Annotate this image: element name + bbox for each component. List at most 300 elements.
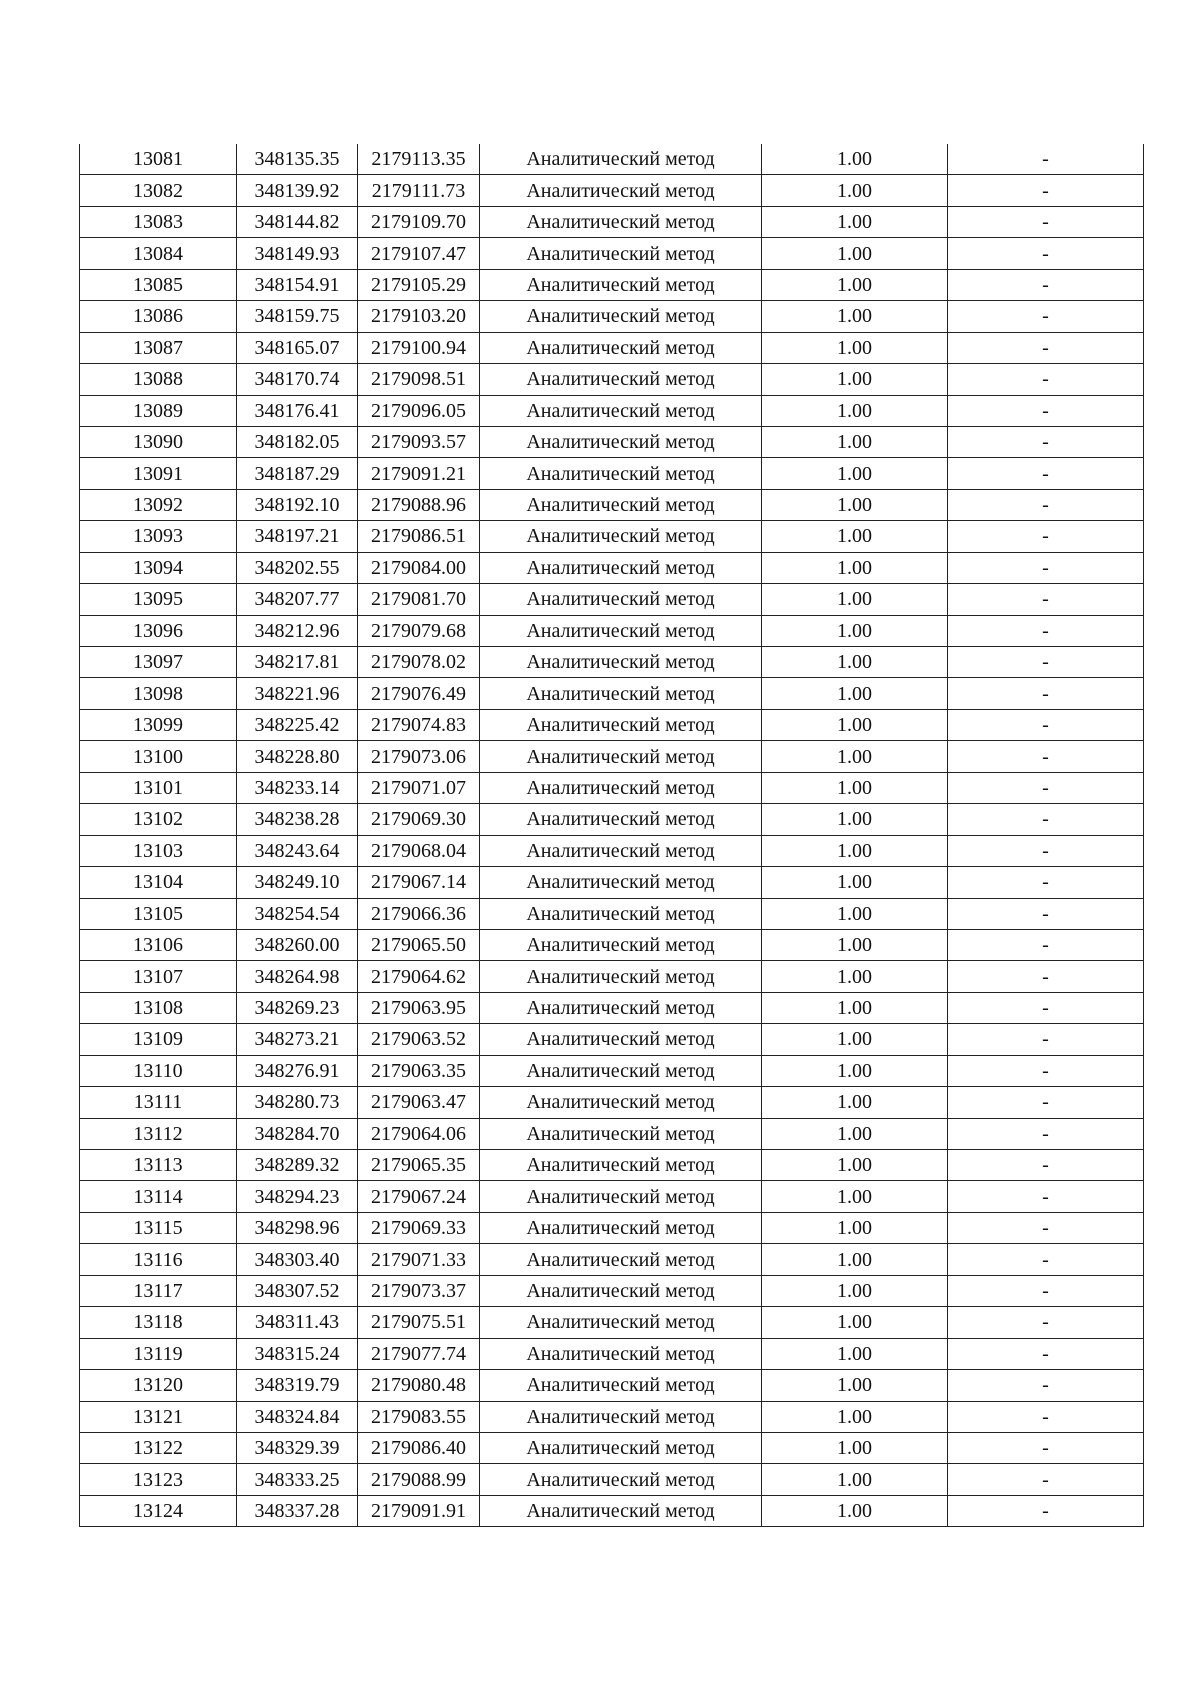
table-row [80,867,1144,898]
method-cell: Аналитический метод [480,1244,762,1275]
accuracy-cell: 1.00 [762,1275,948,1306]
x-coordinate-cell: 348192.10 [237,489,358,520]
accuracy-cell: 1.00 [762,144,948,175]
y-coordinate-cell: 2179086.40 [358,1432,480,1463]
description-cell: - [948,458,1144,489]
point-number-cell: 13100 [80,741,237,772]
description-cell: - [948,1118,1144,1149]
description-cell: - [948,1181,1144,1212]
table-row [80,521,1144,552]
description-cell: - [948,1370,1144,1401]
y-coordinate-cell: 2179065.50 [358,929,480,960]
point-number-cell: 13118 [80,1307,237,1338]
description-cell: - [948,678,1144,709]
method-cell: Аналитический метод [480,144,762,175]
description-cell: - [948,552,1144,583]
x-coordinate-cell: 348135.35 [237,144,358,175]
description-cell: - [948,238,1144,269]
x-coordinate-cell: 348176.41 [237,395,358,426]
method-cell: Аналитический метод [480,1118,762,1149]
point-number-cell: 13117 [80,1275,237,1306]
method-cell: Аналитический метод [480,238,762,269]
y-coordinate-cell: 2179081.70 [358,584,480,615]
table-row [80,364,1144,395]
point-number-cell: 13082 [80,175,237,206]
accuracy-cell: 1.00 [762,929,948,960]
y-coordinate-cell: 2179086.51 [358,521,480,552]
point-number-cell: 13110 [80,1055,237,1086]
accuracy-cell: 1.00 [762,1055,948,1086]
y-coordinate-cell: 2179071.33 [358,1244,480,1275]
y-coordinate-cell: 2179075.51 [358,1307,480,1338]
x-coordinate-cell: 348197.21 [237,521,358,552]
y-coordinate-cell: 2179088.99 [358,1464,480,1495]
accuracy-cell: 1.00 [762,1401,948,1432]
x-coordinate-cell: 348187.29 [237,458,358,489]
accuracy-cell: 1.00 [762,458,948,489]
method-cell: Аналитический метод [480,1401,762,1432]
point-number-cell: 13104 [80,867,237,898]
point-number-cell: 13090 [80,426,237,457]
x-coordinate-cell: 348238.28 [237,804,358,835]
y-coordinate-cell: 2179105.29 [358,269,480,300]
description-cell: - [948,835,1144,866]
x-coordinate-cell: 348243.64 [237,835,358,866]
table-row [80,1181,1144,1212]
x-coordinate-cell: 348276.91 [237,1055,358,1086]
table-row [80,1118,1144,1149]
x-coordinate-cell: 348182.05 [237,426,358,457]
method-cell: Аналитический метод [480,1150,762,1181]
y-coordinate-cell: 2179076.49 [358,678,480,709]
table-row [80,709,1144,740]
table-row [80,144,1144,175]
point-number-cell: 13107 [80,961,237,992]
accuracy-cell: 1.00 [762,992,948,1023]
description-cell: - [948,961,1144,992]
description-cell: - [948,1024,1144,1055]
x-coordinate-cell: 348233.14 [237,772,358,803]
point-number-cell: 13123 [80,1464,237,1495]
coordinates-table [79,144,1144,1527]
accuracy-cell: 1.00 [762,772,948,803]
y-coordinate-cell: 2179067.14 [358,867,480,898]
point-number-cell: 13106 [80,929,237,960]
method-cell: Аналитический метод [480,835,762,866]
accuracy-cell: 1.00 [762,1495,948,1526]
description-cell: - [948,1212,1144,1243]
description-cell: - [948,364,1144,395]
accuracy-cell: 1.00 [762,1370,948,1401]
method-cell: Аналитический метод [480,552,762,583]
table-row [80,1055,1144,1086]
point-number-cell: 13093 [80,521,237,552]
description-cell: - [948,1275,1144,1306]
description-cell: - [948,301,1144,332]
accuracy-cell: 1.00 [762,835,948,866]
point-number-cell: 13105 [80,898,237,929]
table-row [80,1307,1144,1338]
method-cell: Аналитический метод [480,1275,762,1306]
y-coordinate-cell: 2179091.91 [358,1495,480,1526]
point-number-cell: 13091 [80,458,237,489]
point-number-cell: 13103 [80,835,237,866]
accuracy-cell: 1.00 [762,395,948,426]
point-number-cell: 13097 [80,647,237,678]
method-cell: Аналитический метод [480,584,762,615]
description-cell: - [948,1055,1144,1086]
description-cell: - [948,1150,1144,1181]
accuracy-cell: 1.00 [762,647,948,678]
description-cell: - [948,144,1144,175]
description-cell: - [948,269,1144,300]
table-row [80,1432,1144,1463]
table-row [80,1370,1144,1401]
y-coordinate-cell: 2179065.35 [358,1150,480,1181]
method-cell: Аналитический метод [480,1338,762,1369]
point-number-cell: 13081 [80,144,237,175]
description-cell: - [948,1464,1144,1495]
table-row [80,647,1144,678]
description-cell: - [948,867,1144,898]
x-coordinate-cell: 348228.80 [237,741,358,772]
table-row [80,804,1144,835]
table-row [80,898,1144,929]
table-row [80,1401,1144,1432]
x-coordinate-cell: 348225.42 [237,709,358,740]
y-coordinate-cell: 2179064.06 [358,1118,480,1149]
accuracy-cell: 1.00 [762,301,948,332]
x-coordinate-cell: 348221.96 [237,678,358,709]
point-number-cell: 13113 [80,1150,237,1181]
method-cell: Аналитический метод [480,1370,762,1401]
table-row [80,1150,1144,1181]
method-cell: Аналитический метод [480,615,762,646]
x-coordinate-cell: 348280.73 [237,1087,358,1118]
description-cell: - [948,395,1144,426]
table-row [80,961,1144,992]
accuracy-cell: 1.00 [762,678,948,709]
point-number-cell: 13114 [80,1181,237,1212]
x-coordinate-cell: 348249.10 [237,867,358,898]
method-cell: Аналитический метод [480,867,762,898]
table-row [80,301,1144,332]
method-cell: Аналитический метод [480,364,762,395]
x-coordinate-cell: 348289.32 [237,1150,358,1181]
accuracy-cell: 1.00 [762,269,948,300]
description-cell: - [948,521,1144,552]
point-number-cell: 13116 [80,1244,237,1275]
x-coordinate-cell: 348284.70 [237,1118,358,1149]
y-coordinate-cell: 2179074.83 [358,709,480,740]
y-coordinate-cell: 2179091.21 [358,458,480,489]
accuracy-cell: 1.00 [762,709,948,740]
point-number-cell: 13119 [80,1338,237,1369]
x-coordinate-cell: 348269.23 [237,992,358,1023]
table-row [80,458,1144,489]
point-number-cell: 13112 [80,1118,237,1149]
description-cell: - [948,1244,1144,1275]
accuracy-cell: 1.00 [762,332,948,363]
accuracy-cell: 1.00 [762,1150,948,1181]
accuracy-cell: 1.00 [762,175,948,206]
point-number-cell: 13084 [80,238,237,269]
accuracy-cell: 1.00 [762,1338,948,1369]
y-coordinate-cell: 2179093.57 [358,426,480,457]
description-cell: - [948,332,1144,363]
table-row [80,1464,1144,1495]
x-coordinate-cell: 348303.40 [237,1244,358,1275]
point-number-cell: 13098 [80,678,237,709]
point-number-cell: 13120 [80,1370,237,1401]
y-coordinate-cell: 2179066.36 [358,898,480,929]
x-coordinate-cell: 348315.24 [237,1338,358,1369]
description-cell: - [948,992,1144,1023]
point-number-cell: 13122 [80,1432,237,1463]
table-row [80,1024,1144,1055]
accuracy-cell: 1.00 [762,206,948,237]
y-coordinate-cell: 2179098.51 [358,364,480,395]
description-cell: - [948,1307,1144,1338]
y-coordinate-cell: 2179078.02 [358,647,480,678]
x-coordinate-cell: 348207.77 [237,584,358,615]
y-coordinate-cell: 2179073.37 [358,1275,480,1306]
description-cell: - [948,647,1144,678]
x-coordinate-cell: 348202.55 [237,552,358,583]
accuracy-cell: 1.00 [762,741,948,772]
accuracy-cell: 1.00 [762,1087,948,1118]
x-coordinate-cell: 348154.91 [237,269,358,300]
table-row [80,615,1144,646]
method-cell: Аналитический метод [480,332,762,363]
x-coordinate-cell: 348170.74 [237,364,358,395]
table-row [80,238,1144,269]
y-coordinate-cell: 2179063.47 [358,1087,480,1118]
x-coordinate-cell: 348217.81 [237,647,358,678]
description-cell: - [948,804,1144,835]
y-coordinate-cell: 2179063.95 [358,992,480,1023]
x-coordinate-cell: 348254.54 [237,898,358,929]
method-cell: Аналитический метод [480,175,762,206]
table-row [80,175,1144,206]
method-cell: Аналитический метод [480,1307,762,1338]
table-row [80,489,1144,520]
table-row [80,1212,1144,1243]
y-coordinate-cell: 2179083.55 [358,1401,480,1432]
method-cell: Аналитический метод [480,1087,762,1118]
point-number-cell: 13121 [80,1401,237,1432]
y-coordinate-cell: 2179069.33 [358,1212,480,1243]
point-number-cell: 13111 [80,1087,237,1118]
point-number-cell: 13109 [80,1024,237,1055]
accuracy-cell: 1.00 [762,426,948,457]
table-row [80,678,1144,709]
method-cell: Аналитический метод [480,898,762,929]
y-coordinate-cell: 2179073.06 [358,741,480,772]
x-coordinate-cell: 348329.39 [237,1432,358,1463]
method-cell: Аналитический метод [480,1024,762,1055]
point-number-cell: 13092 [80,489,237,520]
table-row [80,1275,1144,1306]
method-cell: Аналитический метод [480,741,762,772]
y-coordinate-cell: 2179071.07 [358,772,480,803]
description-cell: - [948,615,1144,646]
table-row [80,1087,1144,1118]
description-cell: - [948,1432,1144,1463]
x-coordinate-cell: 348307.52 [237,1275,358,1306]
accuracy-cell: 1.00 [762,1244,948,1275]
point-number-cell: 13095 [80,584,237,615]
accuracy-cell: 1.00 [762,867,948,898]
table-row [80,992,1144,1023]
accuracy-cell: 1.00 [762,1024,948,1055]
method-cell: Аналитический метод [480,1181,762,1212]
method-cell: Аналитический метод [480,521,762,552]
y-coordinate-cell: 2179084.00 [358,552,480,583]
accuracy-cell: 1.00 [762,961,948,992]
method-cell: Аналитический метод [480,395,762,426]
y-coordinate-cell: 2179064.62 [358,961,480,992]
x-coordinate-cell: 348324.84 [237,1401,358,1432]
x-coordinate-cell: 348212.96 [237,615,358,646]
point-number-cell: 13083 [80,206,237,237]
point-number-cell: 13085 [80,269,237,300]
method-cell: Аналитический метод [480,458,762,489]
method-cell: Аналитический метод [480,1464,762,1495]
description-cell: - [948,1338,1144,1369]
x-coordinate-cell: 348298.96 [237,1212,358,1243]
method-cell: Аналитический метод [480,804,762,835]
description-cell: - [948,489,1144,520]
point-number-cell: 13099 [80,709,237,740]
x-coordinate-cell: 348319.79 [237,1370,358,1401]
method-cell: Аналитический метод [480,678,762,709]
method-cell: Аналитический метод [480,206,762,237]
table-row [80,395,1144,426]
method-cell: Аналитический метод [480,709,762,740]
accuracy-cell: 1.00 [762,552,948,583]
x-coordinate-cell: 348260.00 [237,929,358,960]
point-number-cell: 13124 [80,1495,237,1526]
table-row [80,332,1144,363]
table-row [80,741,1144,772]
y-coordinate-cell: 2179096.05 [358,395,480,426]
y-coordinate-cell: 2179063.35 [358,1055,480,1086]
accuracy-cell: 1.00 [762,1307,948,1338]
accuracy-cell: 1.00 [762,238,948,269]
method-cell: Аналитический метод [480,489,762,520]
accuracy-cell: 1.00 [762,584,948,615]
method-cell: Аналитический метод [480,1432,762,1463]
description-cell: - [948,426,1144,457]
y-coordinate-cell: 2179103.20 [358,301,480,332]
x-coordinate-cell: 348311.43 [237,1307,358,1338]
accuracy-cell: 1.00 [762,1464,948,1495]
description-cell: - [948,929,1144,960]
y-coordinate-cell: 2179077.74 [358,1338,480,1369]
description-cell: - [948,1087,1144,1118]
point-number-cell: 13101 [80,772,237,803]
description-cell: - [948,709,1144,740]
method-cell: Аналитический метод [480,269,762,300]
table-row [80,206,1144,237]
description-cell: - [948,206,1144,237]
accuracy-cell: 1.00 [762,1118,948,1149]
x-coordinate-cell: 348273.21 [237,1024,358,1055]
x-coordinate-cell: 348264.98 [237,961,358,992]
accuracy-cell: 1.00 [762,615,948,646]
x-coordinate-cell: 348337.28 [237,1495,358,1526]
method-cell: Аналитический метод [480,992,762,1023]
y-coordinate-cell: 2179063.52 [358,1024,480,1055]
accuracy-cell: 1.00 [762,804,948,835]
x-coordinate-cell: 348165.07 [237,332,358,363]
y-coordinate-cell: 2179069.30 [358,804,480,835]
description-cell: - [948,772,1144,803]
point-number-cell: 13108 [80,992,237,1023]
method-cell: Аналитический метод [480,1055,762,1086]
y-coordinate-cell: 2179080.48 [358,1370,480,1401]
table-row [80,426,1144,457]
description-cell: - [948,584,1144,615]
description-cell: - [948,898,1144,929]
description-cell: - [948,175,1144,206]
y-coordinate-cell: 2179088.96 [358,489,480,520]
x-coordinate-cell: 348333.25 [237,1464,358,1495]
x-coordinate-cell: 348294.23 [237,1181,358,1212]
point-number-cell: 13086 [80,301,237,332]
table-row [80,1338,1144,1369]
table-row [80,929,1144,960]
table-row [80,835,1144,866]
description-cell: - [948,741,1144,772]
x-coordinate-cell: 348159.75 [237,301,358,332]
point-number-cell: 13088 [80,364,237,395]
y-coordinate-cell: 2179109.70 [358,206,480,237]
method-cell: Аналитический метод [480,647,762,678]
accuracy-cell: 1.00 [762,1181,948,1212]
table-row [80,269,1144,300]
table-row [80,552,1144,583]
table-row [80,772,1144,803]
point-number-cell: 13096 [80,615,237,646]
method-cell: Аналитический метод [480,929,762,960]
accuracy-cell: 1.00 [762,364,948,395]
accuracy-cell: 1.00 [762,521,948,552]
y-coordinate-cell: 2179113.35 [358,144,480,175]
accuracy-cell: 1.00 [762,898,948,929]
point-number-cell: 13094 [80,552,237,583]
method-cell: Аналитический метод [480,301,762,332]
table-row [80,1244,1144,1275]
table-row [80,584,1144,615]
y-coordinate-cell: 2179067.24 [358,1181,480,1212]
method-cell: Аналитический метод [480,426,762,457]
x-coordinate-cell: 348149.93 [237,238,358,269]
accuracy-cell: 1.00 [762,1212,948,1243]
point-number-cell: 13087 [80,332,237,363]
x-coordinate-cell: 348139.92 [237,175,358,206]
y-coordinate-cell: 2179079.68 [358,615,480,646]
coordinates-table-body [80,144,1144,1527]
y-coordinate-cell: 2179111.73 [358,175,480,206]
method-cell: Аналитический метод [480,961,762,992]
accuracy-cell: 1.00 [762,1432,948,1463]
y-coordinate-cell: 2179100.94 [358,332,480,363]
x-coordinate-cell: 348144.82 [237,206,358,237]
description-cell: - [948,1401,1144,1432]
y-coordinate-cell: 2179068.04 [358,835,480,866]
